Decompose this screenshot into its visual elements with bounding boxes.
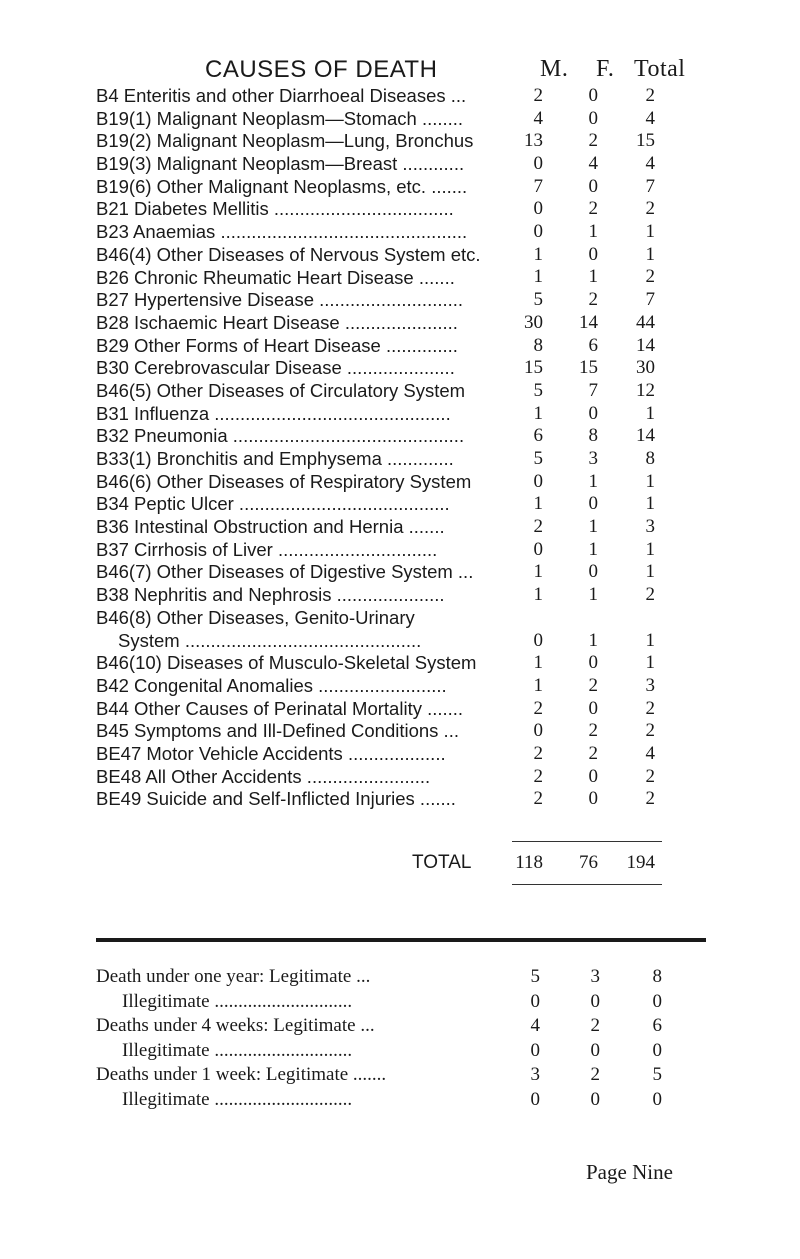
total-count: 14 — [636, 334, 655, 356]
table-row — [0, 743, 800, 766]
total-count: 1 — [645, 221, 655, 243]
total-count: 2 — [645, 788, 655, 810]
cause-label-text: B46(5) Other Diseases of Circulatory System — [96, 379, 466, 401]
total-count: 1 — [645, 493, 655, 515]
cause-label — [96, 516, 520, 539]
total-bottom-rule — [512, 884, 662, 885]
female-count: 0 — [588, 652, 598, 674]
cause-label-text: B45 Symptoms and Ill-Defined Conditions ... — [96, 720, 459, 742]
infant-label: Illegitimate ............................. — [122, 1088, 353, 1110]
cause-label-text: B31 Influenza .............................................. — [96, 402, 451, 424]
cause-label — [96, 403, 520, 426]
total-count: 1 — [645, 561, 655, 583]
female-count: 0 — [588, 561, 598, 583]
infant-label: Death under one year: Legitimate ... — [96, 966, 371, 987]
cause-label — [96, 244, 520, 267]
total-count: 4 — [645, 107, 655, 129]
table-row — [0, 652, 800, 675]
cause-label-text: B46(10) Diseases of Musculo-Skeletal System — [96, 652, 477, 674]
column-header-total: Total — [634, 56, 686, 82]
cause-label — [96, 493, 520, 516]
cause-label — [96, 539, 520, 562]
female-count: 15 — [579, 357, 598, 379]
infant-row — [0, 1063, 800, 1088]
female-count: 1 — [588, 538, 598, 560]
total-row — [0, 850, 800, 876]
cause-label-text: B19(1) Malignant Neoplasm—Stomach ........ — [96, 107, 464, 129]
female-count: 0 — [590, 1088, 600, 1110]
table-row — [0, 267, 800, 290]
male-count: 1 — [533, 402, 543, 424]
total-count: 1 — [645, 652, 655, 674]
male-count: 8 — [533, 334, 543, 356]
cause-label — [96, 720, 520, 743]
female-count: 0 — [588, 402, 598, 424]
section-divider — [96, 938, 706, 942]
male-count: 5 — [530, 966, 540, 987]
table-row — [0, 516, 800, 539]
total-count: 30 — [636, 357, 655, 379]
female-count: 8 — [588, 425, 598, 447]
cause-label-text: B44 Other Causes of Perinatal Mortality ....... — [96, 697, 464, 719]
male-count: 0 — [533, 153, 543, 175]
table-row — [0, 584, 800, 607]
male-count: 5 — [533, 447, 543, 469]
total-count: 4 — [645, 742, 655, 764]
female-count: 2 — [588, 742, 598, 764]
table-row — [0, 221, 800, 244]
total-count: 2 — [645, 765, 655, 787]
cause-label-text: B28 Ischaemic Heart Disease ...................... — [96, 311, 458, 333]
cause-label — [96, 698, 520, 721]
table-row — [0, 312, 800, 335]
infant-label: Deaths under 4 weeks: Legitimate ... — [96, 1015, 375, 1036]
female-count: 1 — [588, 266, 598, 288]
female-count: 0 — [588, 84, 598, 106]
female-count: 4 — [588, 153, 598, 175]
cause-label-text: B46(4) Other Diseases of Nervous System etc. — [96, 243, 481, 265]
male-count: 2 — [533, 742, 543, 764]
total-count: 2 — [645, 266, 655, 288]
female-count: 1 — [588, 221, 598, 243]
table-row — [0, 153, 800, 176]
cause-label-continuation: System .............................................. — [118, 629, 422, 651]
table-row — [0, 85, 800, 108]
cause-label-text: B36 Intestinal Obstruction and Hernia ....... — [96, 516, 445, 538]
cause-label — [96, 176, 520, 199]
table-row — [0, 380, 800, 403]
cause-label — [96, 335, 520, 358]
cause-label-text: B19(6) Other Malignant Neoplasms, etc. ....... — [96, 175, 468, 197]
cause-label — [96, 584, 520, 607]
total-count: 0 — [652, 990, 662, 1012]
infant-label: Illegitimate ............................. — [122, 1039, 353, 1061]
female-count: 2 — [588, 289, 598, 311]
cause-label — [96, 153, 520, 176]
male-count: 0 — [530, 1088, 540, 1110]
cause-label-text: B42 Congenital Anomalies ......................... — [96, 674, 447, 696]
total-count: 1 — [645, 470, 655, 492]
female-count: 1 — [588, 470, 598, 492]
table-row — [0, 539, 800, 562]
cause-label-text: B26 Chronic Rheumatic Heart Disease ....... — [96, 266, 455, 288]
total-count: 2 — [645, 697, 655, 719]
page-number: Page Nine — [586, 1160, 673, 1184]
cause-label — [96, 380, 520, 403]
cause-label-text: B37 Cirrhosis of Liver ............................... — [96, 538, 438, 560]
total-count: 12 — [636, 379, 655, 401]
table-row — [0, 448, 800, 471]
female-count: 0 — [588, 493, 598, 515]
cause-label-text: B30 Cerebrovascular Disease ..................... — [96, 357, 455, 379]
cause-label-text: B19(3) Malignant Neoplasm—Breast ............ — [96, 153, 465, 175]
cause-label — [96, 312, 520, 335]
table-row — [0, 130, 800, 153]
table-row — [0, 108, 800, 131]
total-count: 1 — [645, 538, 655, 560]
table-row — [0, 335, 800, 358]
female-count: 1 — [588, 629, 598, 651]
female-count: 2 — [588, 130, 598, 152]
cause-label — [96, 607, 520, 652]
total-count: 2 — [645, 720, 655, 742]
table-row — [0, 198, 800, 221]
total-count: 7 — [645, 175, 655, 197]
male-count: 5 — [533, 289, 543, 311]
male-count: 4 — [530, 1015, 540, 1036]
total-count: 0 — [652, 1039, 662, 1061]
cause-label — [96, 675, 520, 698]
male-count: 0 — [533, 629, 543, 651]
male-count: 30 — [524, 311, 543, 333]
total-count: 8 — [645, 447, 655, 469]
infant-row — [0, 1088, 800, 1113]
female-count: 0 — [588, 243, 598, 265]
female-count: 2 — [590, 1064, 600, 1085]
total-count: 6 — [652, 1015, 662, 1036]
male-count: 2 — [533, 516, 543, 538]
male-count: 0 — [530, 990, 540, 1012]
infant-row — [0, 1014, 800, 1039]
cause-label — [96, 652, 520, 675]
male-count: 0 — [533, 221, 543, 243]
cause-label — [96, 357, 520, 380]
total-count: 2 — [645, 198, 655, 220]
female-count: 2 — [590, 1015, 600, 1036]
page-title: CAUSES OF DEATH — [205, 56, 438, 83]
infant-label: Illegitimate ............................. — [122, 990, 353, 1012]
cause-label — [96, 108, 520, 131]
cause-label — [96, 471, 520, 494]
female-count: 0 — [588, 765, 598, 787]
male-count: 1 — [533, 243, 543, 265]
female-count: 0 — [588, 107, 598, 129]
table-row — [0, 493, 800, 516]
table-row — [0, 425, 800, 448]
total-all: 194 — [626, 852, 655, 873]
table-row — [0, 176, 800, 199]
male-count: 0 — [530, 1039, 540, 1061]
total-count: 2 — [645, 584, 655, 606]
male-count: 3 — [530, 1064, 540, 1085]
female-count: 2 — [588, 674, 598, 696]
total-count: 5 — [652, 1064, 662, 1085]
cause-label-text: B4 Enteritis and other Diarrhoeal Diseases ... — [96, 85, 467, 106]
male-count: 1 — [533, 561, 543, 583]
female-count: 0 — [588, 175, 598, 197]
infant-deaths-table — [0, 965, 800, 1112]
total-male: 118 — [515, 852, 543, 873]
male-count: 1 — [533, 493, 543, 515]
cause-label-text: B34 Peptic Ulcer ......................................... — [96, 493, 450, 515]
male-count: 2 — [533, 84, 543, 106]
total-top-rule — [512, 841, 662, 842]
female-count: 3 — [590, 966, 600, 987]
male-count: 0 — [533, 538, 543, 560]
total-female: 76 — [579, 852, 598, 873]
cause-label — [96, 788, 520, 811]
table-row — [0, 471, 800, 494]
infant-row — [0, 1039, 800, 1064]
total-count: 2 — [645, 84, 655, 106]
total-count: 44 — [636, 311, 655, 333]
total-count: 14 — [636, 425, 655, 447]
cause-label — [96, 743, 520, 766]
table-row — [0, 403, 800, 426]
male-count: 15 — [524, 357, 543, 379]
cause-label — [96, 425, 520, 448]
cause-label — [96, 267, 520, 290]
cause-label-text: B29 Other Forms of Heart Disease .............. — [96, 334, 458, 356]
male-count: 0 — [533, 720, 543, 742]
cause-label — [96, 766, 520, 789]
male-count: 5 — [533, 379, 543, 401]
total-count: 3 — [645, 674, 655, 696]
cause-label — [96, 289, 520, 312]
cause-label — [96, 198, 520, 221]
male-count: 0 — [533, 198, 543, 220]
table-row — [0, 561, 800, 584]
female-count: 0 — [588, 697, 598, 719]
infant-label: Deaths under 1 week: Legitimate ....... — [96, 1064, 387, 1085]
male-count: 1 — [533, 674, 543, 696]
cause-label-text: B23 Anaemias ................................................ — [96, 221, 468, 243]
female-count: 7 — [588, 379, 598, 401]
total-count: 1 — [645, 629, 655, 651]
cause-label-text: B46(8) Other Diseases, Genito-Urinary — [96, 606, 415, 628]
male-count: 7 — [533, 175, 543, 197]
female-count: 2 — [588, 720, 598, 742]
table-row — [0, 607, 800, 652]
infant-row — [0, 965, 800, 990]
cause-label-text: B46(7) Other Diseases of Digestive System ... — [96, 561, 474, 583]
table-row — [0, 289, 800, 312]
cause-label-text: BE49 Suicide and Self-Inflicted Injuries ....... — [96, 788, 456, 810]
male-count: 1 — [533, 652, 543, 674]
female-count: 14 — [579, 311, 598, 333]
table-row — [0, 698, 800, 721]
cause-label-text: B38 Nephritis and Nephrosis ..................... — [96, 584, 445, 606]
male-count: 1 — [533, 266, 543, 288]
female-count: 0 — [590, 1039, 600, 1061]
total-count: 1 — [645, 402, 655, 424]
column-header-female: F. — [596, 56, 615, 82]
cause-label — [96, 85, 520, 108]
total-count: 15 — [636, 130, 655, 152]
total-count: 3 — [645, 516, 655, 538]
table-row — [0, 357, 800, 380]
female-count: 3 — [588, 447, 598, 469]
male-count: 13 — [524, 130, 543, 152]
table-row — [0, 788, 800, 811]
total-count: 1 — [645, 243, 655, 265]
cause-label — [96, 561, 520, 584]
cause-label-text: B21 Diabetes Mellitis ................................... — [96, 198, 454, 220]
table-row — [0, 244, 800, 267]
female-count: 6 — [588, 334, 598, 356]
female-count: 0 — [590, 990, 600, 1012]
female-count: 1 — [588, 516, 598, 538]
male-count: 4 — [533, 107, 543, 129]
cause-label-text: B27 Hypertensive Disease ............................ — [96, 289, 464, 311]
male-count: 0 — [533, 470, 543, 492]
cause-label-text: B33(1) Bronchitis and Emphysema ............. — [96, 448, 454, 469]
cause-label-text: B19(2) Malignant Neoplasm—Lung, Bronchus — [96, 130, 474, 152]
table-row — [0, 675, 800, 698]
female-count: 0 — [588, 788, 598, 810]
table-row — [0, 720, 800, 743]
female-count: 2 — [588, 198, 598, 220]
total-count: 0 — [652, 1088, 662, 1110]
column-header-male: M. — [540, 56, 569, 82]
male-count: 2 — [533, 697, 543, 719]
cause-label — [96, 221, 520, 244]
cause-label-text: BE47 Motor Vehicle Accidents ................... — [96, 742, 446, 764]
cause-label — [96, 130, 520, 153]
cause-label — [96, 448, 520, 471]
total-count: 4 — [645, 153, 655, 175]
infant-row — [0, 990, 800, 1015]
male-count: 6 — [533, 425, 543, 447]
cause-label-text: B32 Pneumonia ............................................. — [96, 425, 465, 447]
total-count: 8 — [652, 966, 662, 987]
causes-table — [0, 85, 800, 811]
male-count: 2 — [533, 788, 543, 810]
total-label: TOTAL — [412, 852, 472, 873]
total-count: 7 — [645, 289, 655, 311]
cause-label-text: B46(6) Other Diseases of Respiratory System — [96, 470, 472, 492]
table-row — [0, 766, 800, 789]
male-count: 1 — [533, 584, 543, 606]
male-count: 2 — [533, 765, 543, 787]
female-count: 1 — [588, 584, 598, 606]
cause-label-text: BE48 All Other Accidents ........................ — [96, 765, 431, 787]
